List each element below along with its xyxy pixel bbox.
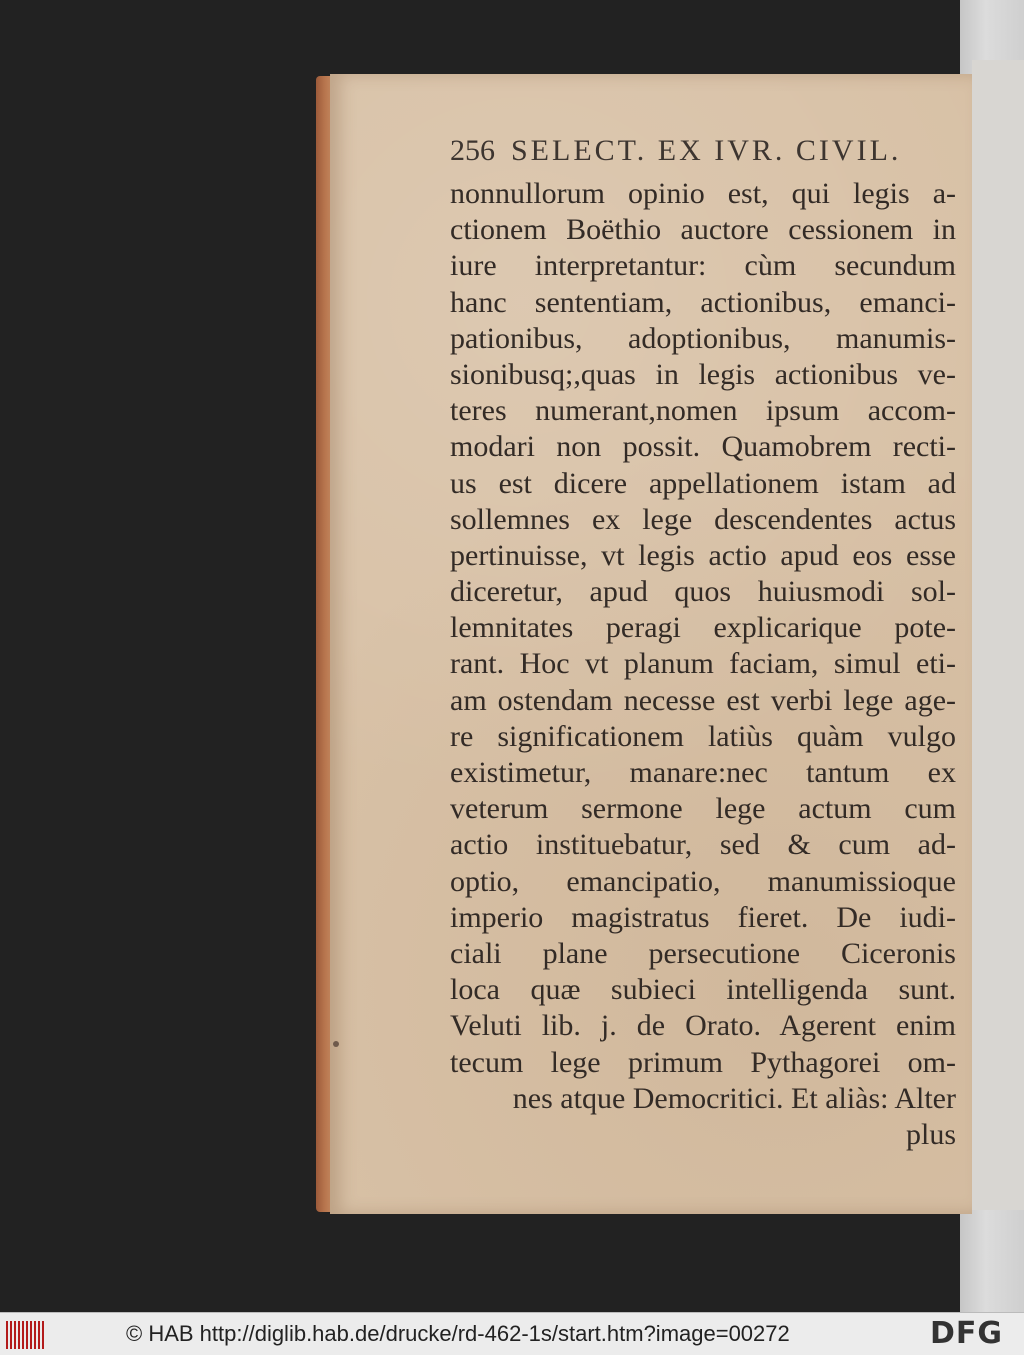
text-line: optio, emancipatio, manumissioque (450, 864, 956, 898)
text-line: ctionem Boëthio auctore cessionem in (450, 213, 956, 247)
text-line: us est dicere appellationem istam ad (450, 466, 956, 500)
text-line: pertinuisse, vt legis actio apud eos esse (450, 538, 956, 572)
hab-logo-icon (6, 1321, 46, 1349)
text-line: existimetur, manare:nec tantum ex (450, 756, 956, 789)
book-page (330, 74, 972, 1214)
text-line: sionibusq;,quas in legis actionibus ve- (450, 357, 956, 391)
dfg-logo: DFG (930, 1316, 1004, 1351)
text-line: ciali plane persecutione Ciceronis (450, 936, 956, 970)
text-line: rant. Hoc vt planum faciam, simul eti- (450, 647, 956, 681)
catchword: plus (905, 1117, 956, 1151)
text-line: sollemnes ex lege descendentes actus (450, 502, 956, 536)
viewer-footer (0, 1312, 1024, 1355)
paper-blemish (333, 1041, 339, 1047)
text-line: nonnullorum opinio est, qui legis a- (450, 177, 956, 210)
text-line: nes atque Democritici. Et aliàs: Alter (512, 1081, 956, 1115)
running-head-title: SELECT. EX IVR. CIVIL. (511, 134, 902, 167)
text-line: lemnitates peragi explicarique pote- (450, 611, 956, 645)
adjacent-page-edge (972, 60, 1024, 1210)
body-text (450, 176, 956, 1117)
page-number: 256 (450, 134, 495, 167)
text-line: re significationem latiùs quàm vulgo (450, 719, 956, 753)
running-head (450, 134, 956, 176)
text-line: Veluti lib. j. de Orato. Agerent enim (450, 1009, 956, 1043)
text-line: teres numerant,nomen ipsum accom- (450, 394, 956, 428)
text-line: imperio magistratus fieret. De iudi- (450, 900, 956, 934)
text-line: actio instituebatur, sed & cum ad- (450, 828, 956, 862)
page-text-block (450, 134, 956, 1153)
credit-link[interactable]: © HAB http://diglib.hab.de/drucke/rd-462-1s/start.htm?image=00272 (126, 1321, 790, 1346)
text-line: veterum sermone lege actum cum (450, 792, 956, 826)
text-line: diceretur, apud quos huiusmodi sol- (450, 575, 956, 609)
text-line: modari non possit. Quamobrem recti- (450, 430, 956, 464)
text-line: loca quæ subieci intelligenda sunt. (450, 973, 956, 1007)
text-line: tecum lege primum Pythagorei om- (450, 1045, 956, 1079)
text-line: pationibus, adoptionibus, manumis- (450, 321, 956, 355)
text-line: hanc sententiam, actionibus, emanci- (450, 285, 956, 319)
text-line: iure interpretantur: cùm secundum (450, 249, 956, 283)
text-line: am ostendam necesse est verbi lege age- (450, 683, 956, 717)
